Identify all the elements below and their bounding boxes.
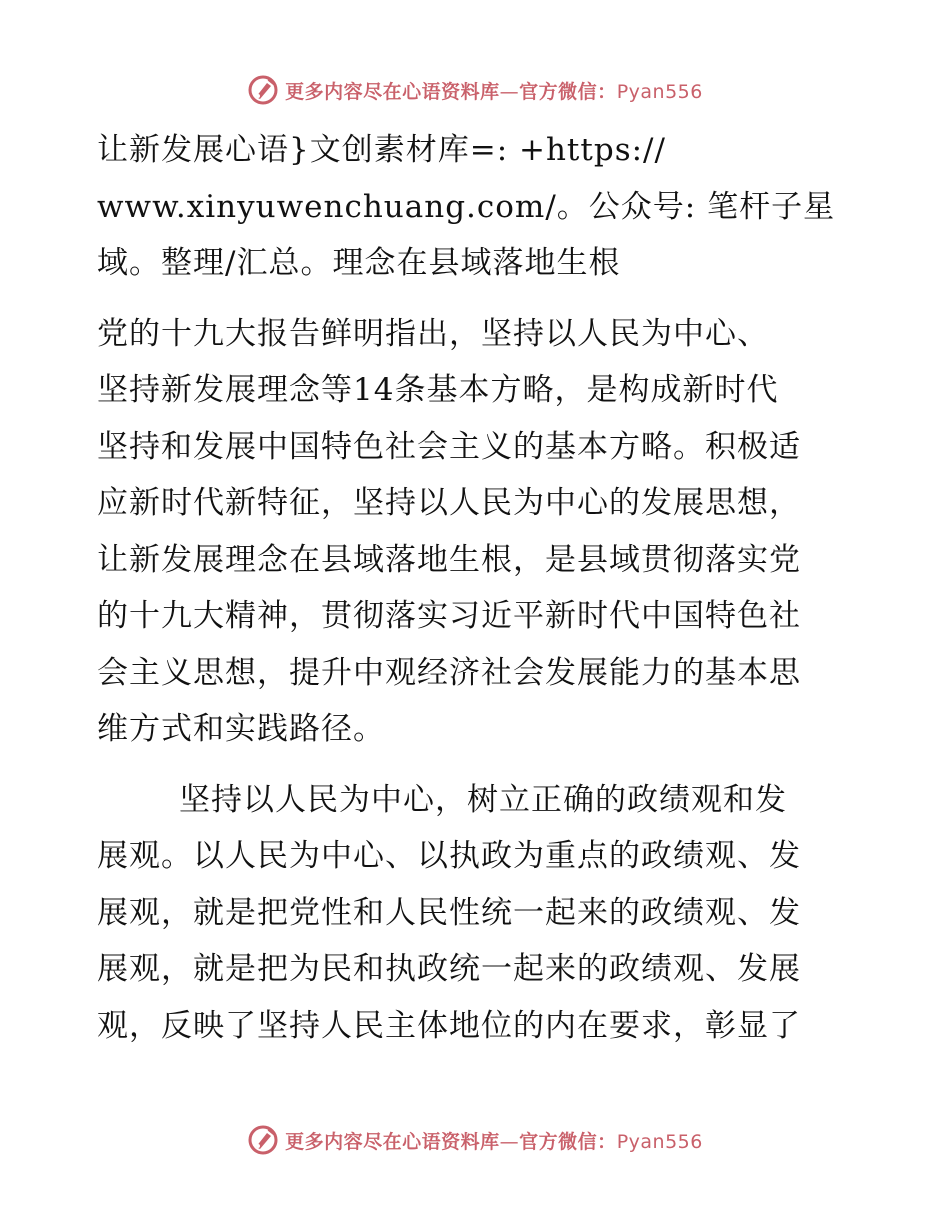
header-banner-text <box>285 77 703 104</box>
paragraph-3-line: 展观，就是把为民和执政统一起来的政绩观、发展 <box>97 951 801 987</box>
header-wechat-id: Pyan556 <box>616 80 703 103</box>
paragraph-2-line: 会主义思想，提升中观经济社会发展能力的基本思 <box>97 654 801 691</box>
paragraph-2-line: 的十九大精神，贯彻落实习近平新时代中国特色社 <box>97 598 801 634</box>
paragraph-1 <box>97 122 857 292</box>
paragraph-2 <box>97 306 857 758</box>
quill-logo-icon <box>247 1124 279 1156</box>
footer-wechat-id: Pyan556 <box>616 1130 703 1153</box>
footer-banner-main: 更多内容尽在心语资料库 <box>285 1130 500 1153</box>
header-banner-main: 更多内容尽在心语资料库 <box>285 80 500 103</box>
paragraph-1-line: www.xinyuwenchuang.com/。公众号: 笔杆子星 <box>97 188 836 225</box>
paragraph-2-line: 维方式和实践路径。 <box>97 711 385 747</box>
footer-banner <box>0 1120 950 1160</box>
paragraph-2-line: 应新时代新特征，坚持以人民为中心的发展思想， <box>97 485 801 521</box>
paragraph-3-line: 展观，就是把党性和人民性统一起来的政绩观、发 <box>97 894 801 931</box>
paragraph-3-line: 观，反映了坚持人民主体地位的内在要求，彰显了 <box>97 1007 801 1044</box>
footer-wechat-label: 官方微信： <box>519 1130 617 1153</box>
paragraph-3-line: 坚持以人民为中心，树立正确的政绩观和发 <box>179 781 787 818</box>
paragraph-1-line: 让新发展心语}文创素材库=: +https:// <box>97 132 666 168</box>
paragraph-2-line: 让新发展理念在县域落地生根，是县域贯彻落实党 <box>97 541 801 578</box>
paragraph-2-line: 坚持和发展中国特色社会主义的基本方略。积极适 <box>97 428 801 465</box>
paragraph-2-line: 党的十九大报告鲜明指出，坚持以人民为中心、 <box>97 315 769 352</box>
header-banner <box>0 70 950 110</box>
header-wechat-label: 官方微信： <box>519 80 617 103</box>
footer-banner-text <box>285 1127 703 1154</box>
header-banner-separator: — <box>499 80 520 103</box>
paragraph-2-line: 坚持新发展理念等14条基本方略，是构成新时代 <box>97 372 779 408</box>
paragraph-3 <box>97 772 857 1055</box>
footer-banner-separator: — <box>499 1130 520 1153</box>
document-body <box>97 122 857 1054</box>
quill-logo-icon <box>247 74 279 106</box>
paragraph-3-line: 展观。以人民为中心、以执政为重点的政绩观、发 <box>97 838 801 874</box>
paragraph-1-line: 域。整理/汇总。理念在县域落地生根 <box>97 245 621 281</box>
